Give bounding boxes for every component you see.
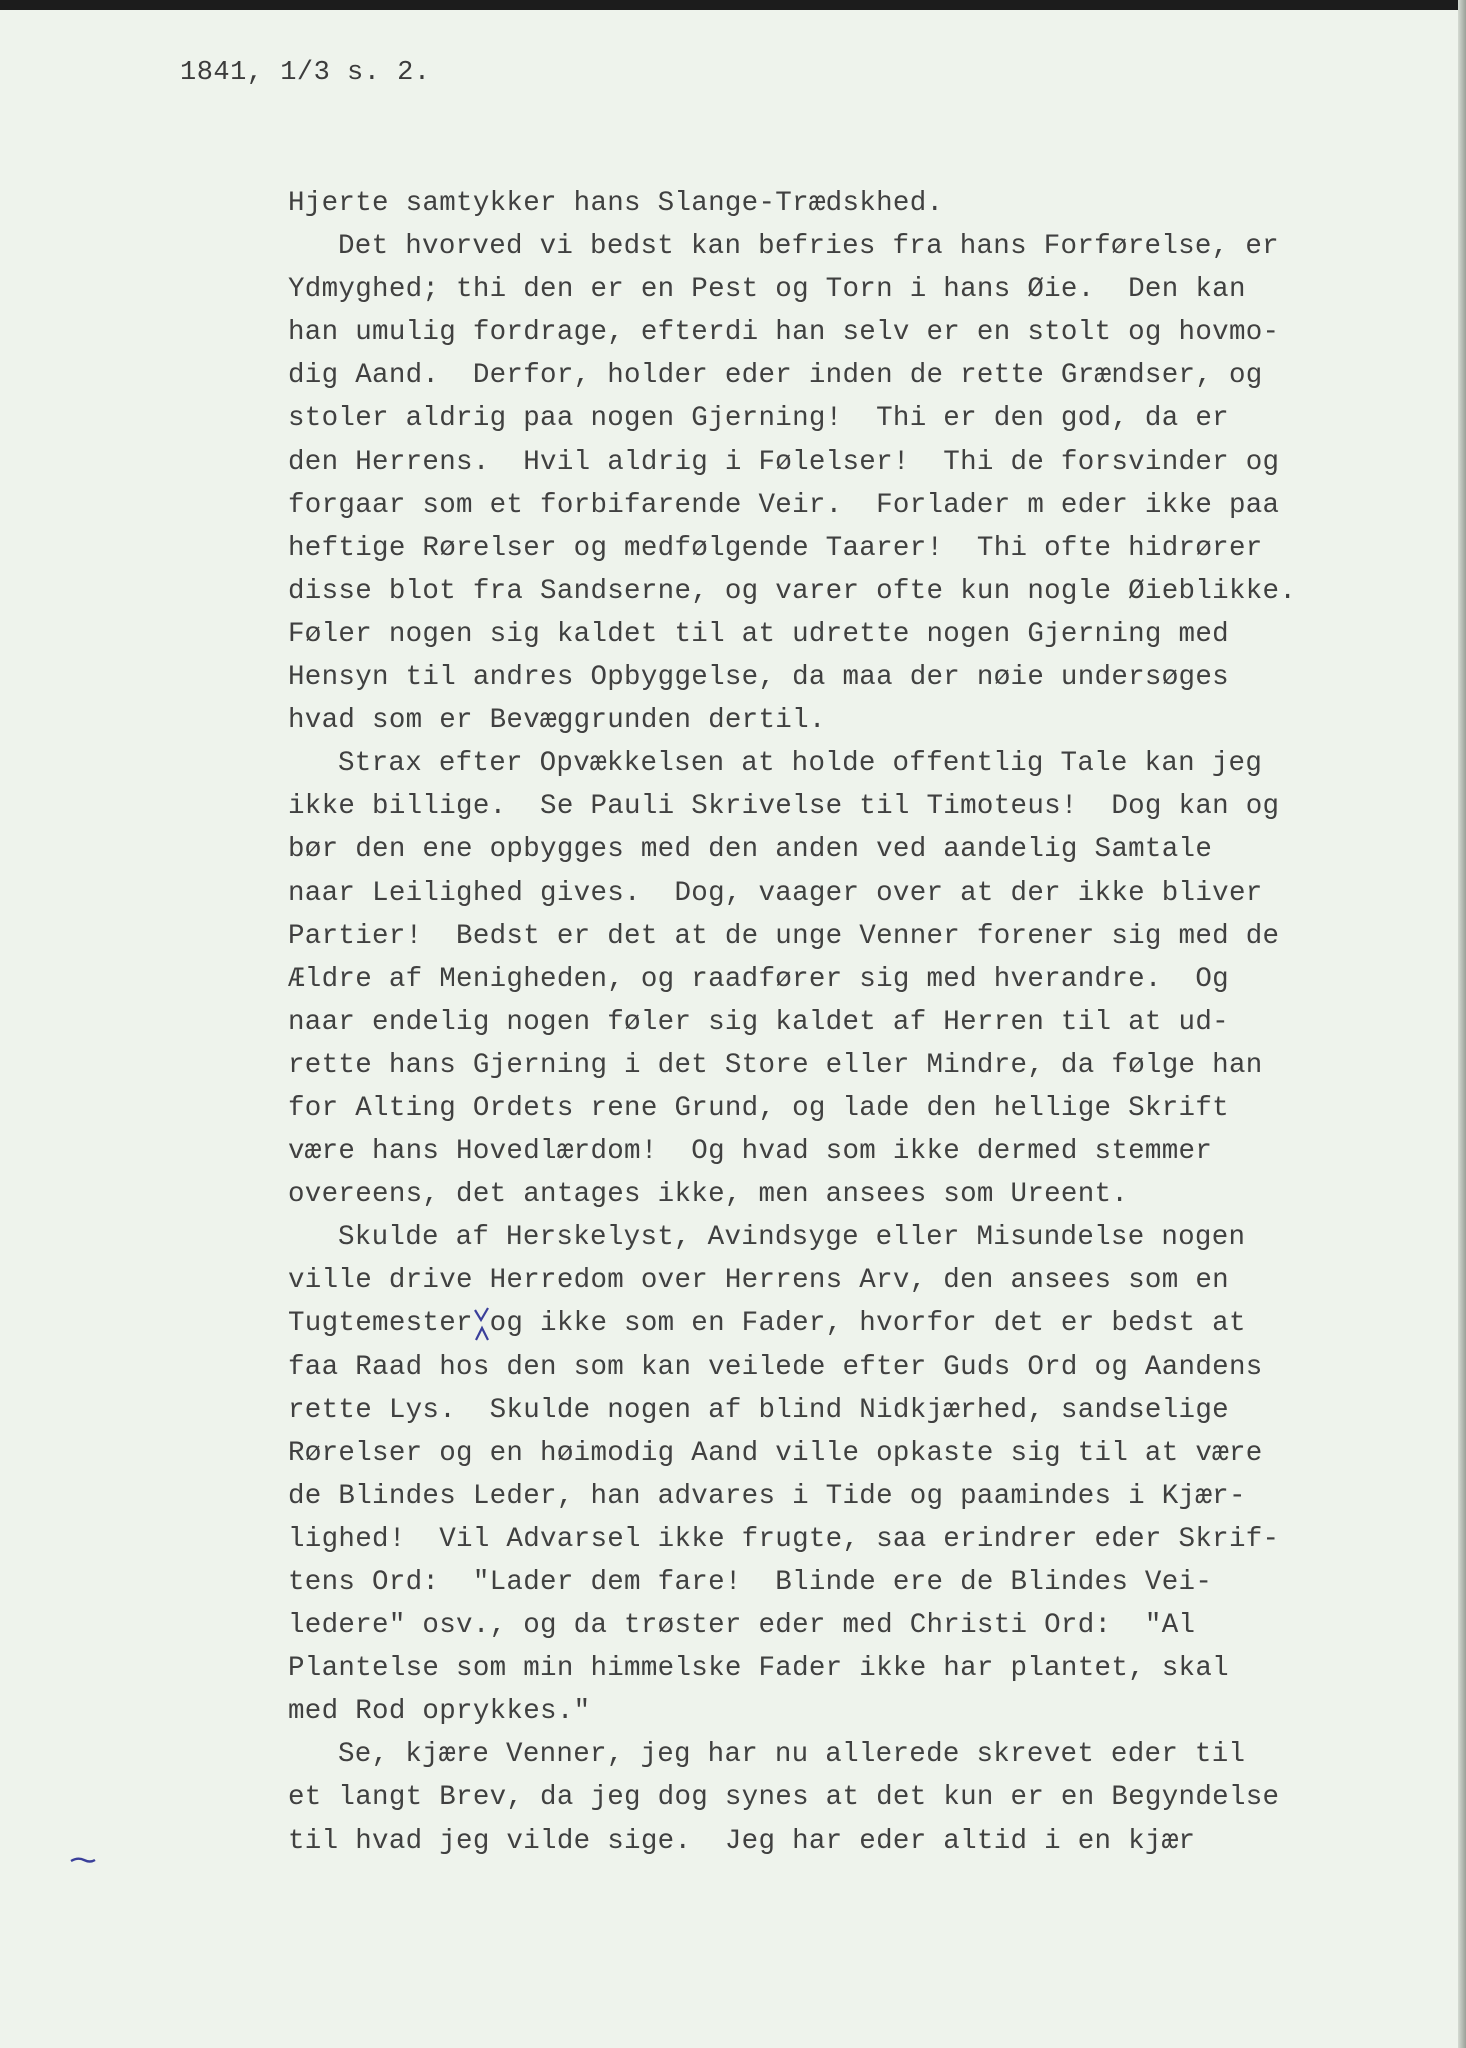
text-line: være hans Hovedlærdom! Og hvad som ikke dermed stemmer bbox=[288, 1136, 1213, 1168]
text-line: ledere" osv., og da trøster eder med Christi Ord: "Al bbox=[288, 1610, 1196, 1642]
text-line: Strax efter Opvækkelsen at holde offentlig Tale kan jeg bbox=[338, 748, 1263, 780]
text-line: et langt Brev, da jeg dog synes at det kun er en Begyndelse bbox=[288, 1782, 1280, 1814]
text-line: tens Ord: "Lader dem fare! Blinde ere de Blindes Vei- bbox=[288, 1567, 1213, 1598]
scan-top-edge bbox=[0, 0, 1466, 10]
text-line: rette Lys. Skulde nogen af blind Nidkjærhed, sandselige bbox=[288, 1394, 1229, 1426]
text-line: Ældre af Menigheden, og raadfører sig med hverandre. Og bbox=[288, 963, 1229, 995]
text-line: naar Leilighed gives. Dog, vaager over at der ikke bliver bbox=[288, 877, 1263, 909]
text-line: rette hans Gjerning i det Store eller Mindre, da følge han bbox=[288, 1049, 1263, 1081]
text-line: Det hvorved vi bedst kan befries fra hans Forførelse, er bbox=[338, 231, 1279, 263]
text-line: Tugtemester og ikke som en Fader, hvorfor det er bedst at bbox=[288, 1308, 1246, 1340]
page-header: 1841, 1/3 s. 2. bbox=[180, 58, 431, 88]
text-line: med Rod oprykkes." bbox=[288, 1696, 591, 1728]
text-line: Ydmyghed; thi den er en Pest og Torn i hans Øie. Den kan bbox=[288, 274, 1246, 306]
text-line: han umulig fordrage, efterdi han selv er en stolt og hovmo- bbox=[288, 317, 1280, 349]
text-line: Føler nogen sig kaldet til at udrette nogen Gjerning med bbox=[288, 618, 1229, 650]
text-line: overeens, det antages ikke, men ansees som Ureent. bbox=[288, 1179, 1129, 1211]
text-line: bør den ene opbygges med den anden ved aandelig Samtale bbox=[288, 834, 1213, 866]
text-line: stoler aldrig paa nogen Gjerning! Thi er den god, da er bbox=[288, 403, 1229, 435]
text-line: lighed! Vil Advarsel ikke frugte, saa erindrer eder Skrif- bbox=[288, 1523, 1280, 1555]
text-line: Hjerte samtykker hans Slange-Trædskhed. bbox=[288, 188, 944, 219]
scan-right-edge bbox=[1458, 0, 1466, 2048]
text-line: Partier! Bedst er det at de unge Venner forener sig med de bbox=[288, 920, 1280, 952]
pen-correction-mark-icon bbox=[472, 1306, 492, 1342]
margin-pen-mark-icon bbox=[70, 1856, 96, 1864]
text-line: naar endelig nogen føler sig kaldet af Herren til at ud- bbox=[288, 1006, 1229, 1038]
text-line: Skulde af Herskelyst, Avindsyge eller Misundelse nogen bbox=[338, 1222, 1246, 1254]
letter-body bbox=[288, 182, 1368, 1863]
text-line: de Blindes Leder, han advares i Tide og paamindes i Kjær- bbox=[288, 1480, 1246, 1512]
text-line: heftige Rørelser og medfølgende Taarer! Thi ofte hidrører bbox=[288, 532, 1263, 564]
text-line: den Herrens. Hvil aldrig i Følelser! Thi de forsvinder og bbox=[288, 446, 1280, 478]
text-line: dig Aand. Derfor, holder eder inden de rette Grændser, og bbox=[288, 360, 1263, 392]
text-line: Plantelse som min himmelske Fader ikke har plantet, skal bbox=[288, 1653, 1229, 1685]
text-line: forgaar som et forbifarende Veir. Forlader m eder ikke paa bbox=[288, 489, 1280, 521]
text-line: disse blot fra Sandserne, og varer ofte kun nogle Øieblikke. bbox=[288, 575, 1297, 607]
text-line: ikke billige. Se Pauli Skrivelse til Timoteus! Dog kan og bbox=[288, 791, 1280, 823]
text-line: ville drive Herredom over Herrens Arv, den ansees som en bbox=[288, 1265, 1229, 1297]
text-line: til hvad jeg vilde sige. Jeg har eder altid i en kjær bbox=[288, 1825, 1196, 1857]
text-line: Rørelser og en høimodig Aand ville opkaste sig til at være bbox=[288, 1437, 1263, 1469]
text-line: hvad som er Bevæggrunden dertil. bbox=[288, 705, 826, 737]
text-line: Hensyn til andres Opbyggelse, da maa der nøie undersøges bbox=[288, 662, 1229, 694]
text-line: Se, kjære Venner, jeg har nu allerede skrevet eder til bbox=[338, 1739, 1246, 1771]
text-line: for Alting Ordets rene Grund, og lade den hellige Skrift bbox=[288, 1092, 1229, 1124]
text-line: faa Raad hos den som kan veilede efter Guds Ord og Aandens bbox=[288, 1351, 1263, 1383]
